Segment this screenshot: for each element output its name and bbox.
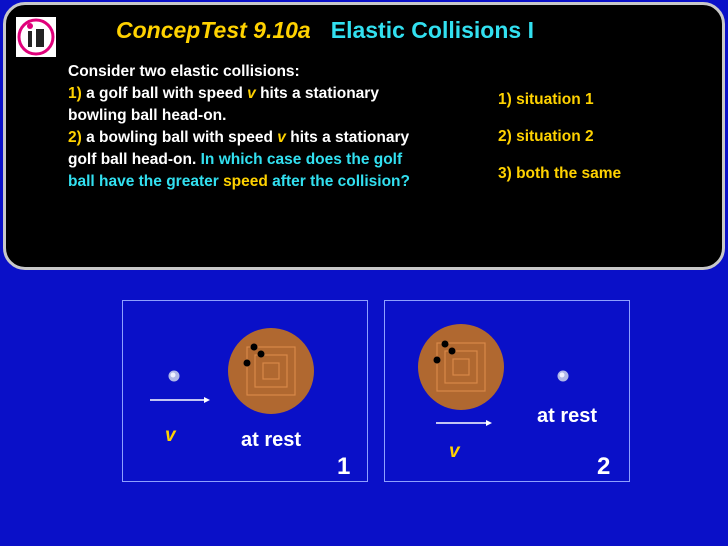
question-ask-speed: speed (223, 173, 268, 190)
title-panel (3, 2, 725, 270)
situation-number-1: 1 (337, 453, 351, 480)
situation-2-text-a: a bowling ball with speed (81, 129, 278, 146)
golf-ball-1 (167, 369, 181, 383)
velocity-arrow-2 (436, 419, 492, 429)
situation-1-v: v (247, 85, 256, 102)
situation-1-text-b: hits a stationary bowling ball head-on. (68, 85, 379, 124)
page-title (116, 17, 534, 44)
bowling-ball-1 (226, 326, 316, 416)
question-ask-b: after the collision? (267, 173, 410, 190)
answer-option-2[interactable]: 2) situation 2 (498, 128, 594, 145)
logo-icon (12, 13, 60, 61)
situation-1-text-a: a golf ball with speed (81, 85, 248, 102)
bowling-ball-2 (416, 322, 506, 412)
title-main: ConcepTest 9.10a (116, 17, 311, 43)
velocity-arrow-1 (150, 396, 210, 406)
situation-2-text-b: hits a stationary golf ball head-on. (68, 129, 410, 168)
question-text (68, 61, 413, 193)
answer-option-3[interactable]: 3) both the same (498, 165, 622, 182)
situation-number-2: 2 (597, 453, 611, 480)
situation-2-number: 2) (68, 129, 82, 146)
question-intro: Consider two elastic collisions: (68, 63, 300, 80)
answer-list (498, 91, 621, 202)
velocity-label-2: v (449, 441, 460, 462)
question-ask-a: In which case does the golf ball have the greater (68, 151, 403, 190)
velocity-label-1: v (165, 425, 176, 446)
at-rest-label-1: at rest (241, 429, 302, 451)
answer-option-1[interactable]: 1) situation 1 (498, 91, 594, 108)
situation-1-number: 1) (68, 85, 82, 102)
situation-2-v: v (277, 129, 286, 146)
golf-ball-2 (556, 369, 570, 383)
at-rest-label-2: at rest (537, 405, 598, 427)
title-sub: Elastic Collisions I (330, 17, 534, 43)
